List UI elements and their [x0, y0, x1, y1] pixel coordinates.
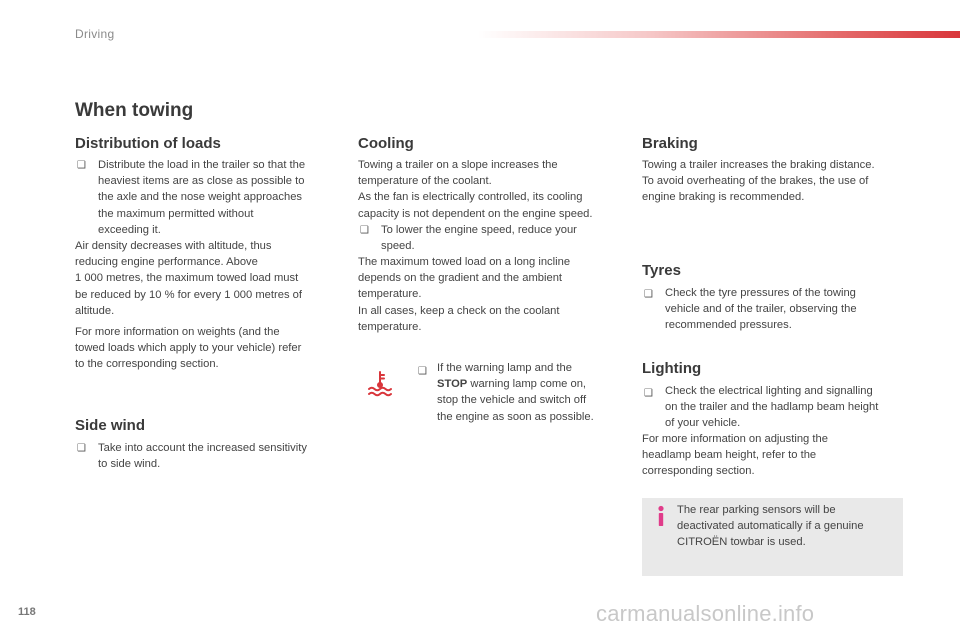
cooling-bullet-text: To lower the engine speed, reduce your speed. — [381, 224, 577, 253]
braking-text: Towing a trailer increases the braking distance. To avoid overheating of the brakes, the use of engine braking is recommended. — [642, 159, 875, 204]
bullet-icon: ❑ — [360, 225, 369, 236]
section-label: Driving — [75, 27, 115, 41]
heading-cooling: Cooling — [358, 135, 414, 152]
watermark: carmanualsonline.info — [596, 601, 815, 626]
tyres-bullet-text: Check the tyre pressures of the towing vehicle and of the trailer, observing the recommended pressures. — [665, 287, 857, 332]
cooling-incline-text: The maximum towed load on a long incline depends on the gradient and the ambient temperature. In all cases, keep a check on the coolant temperature. — [358, 256, 571, 333]
heading-side-wind: Side wind — [75, 417, 146, 434]
page-number: 118 — [18, 606, 36, 618]
distribution-more-info-text: For more information on weights (and the towed loads which apply to your vehicle) refer to the corresponding section. — [75, 326, 302, 371]
heading-tyres: Tyres — [642, 262, 681, 279]
bullet-icon: ❑ — [418, 366, 427, 377]
heading-braking: Braking — [642, 135, 698, 152]
heading-lighting: Lighting — [642, 360, 702, 377]
heading-distribution: Distribution of loads — [75, 135, 221, 152]
cooling-warning-text: If the warning lamp and the STOP warning lamp come on, stop the vehicle and switch off the engine as soon as possible. — [437, 362, 594, 423]
info-box-text: The rear parking sensors will be deactivated automatically if a genuine CITROËN towbar is used. — [677, 504, 864, 549]
bullet-icon: ❑ — [77, 160, 86, 171]
bullet-icon: ❑ — [644, 388, 653, 399]
cooling-intro-text: Towing a trailer on a slope increases the temperature of the coolant. As the fan is electrically controlled, its cooling capacity is not dependent on the engine speed. — [358, 159, 593, 220]
side-wind-bullet-text: Take into account the increased sensitivity to side wind. — [98, 442, 307, 471]
lighting-more-info-text: For more information on adjusting the headlamp beam height, refer to the corresponding section. — [642, 433, 828, 478]
bullet-icon: ❑ — [644, 289, 653, 300]
page-title: When towing — [75, 100, 194, 121]
header-gradient-bar — [478, 31, 960, 38]
stop-label: STOP — [437, 378, 468, 391]
coolant-temperature-icon — [367, 370, 393, 398]
distribution-bullet-text: Distribute the load in the trailer so that the heaviest items are as close as possible to the axle and the nose weight approaches the maximum permitted without exceeding it. — [98, 159, 306, 236]
distribution-altitude-text: Air density decreases with altitude, thus reducing engine performance. Above 1 000 metres, the maximum towed load must be reduced by 10 % for every 1 000 metres of altitude. — [75, 240, 302, 317]
info-icon — [654, 505, 668, 527]
lighting-bullet-text: Check the electrical lighting and signalling on the trailer and the hadlamp beam height of your vehicle. — [665, 385, 879, 430]
bullet-icon: ❑ — [77, 443, 86, 454]
